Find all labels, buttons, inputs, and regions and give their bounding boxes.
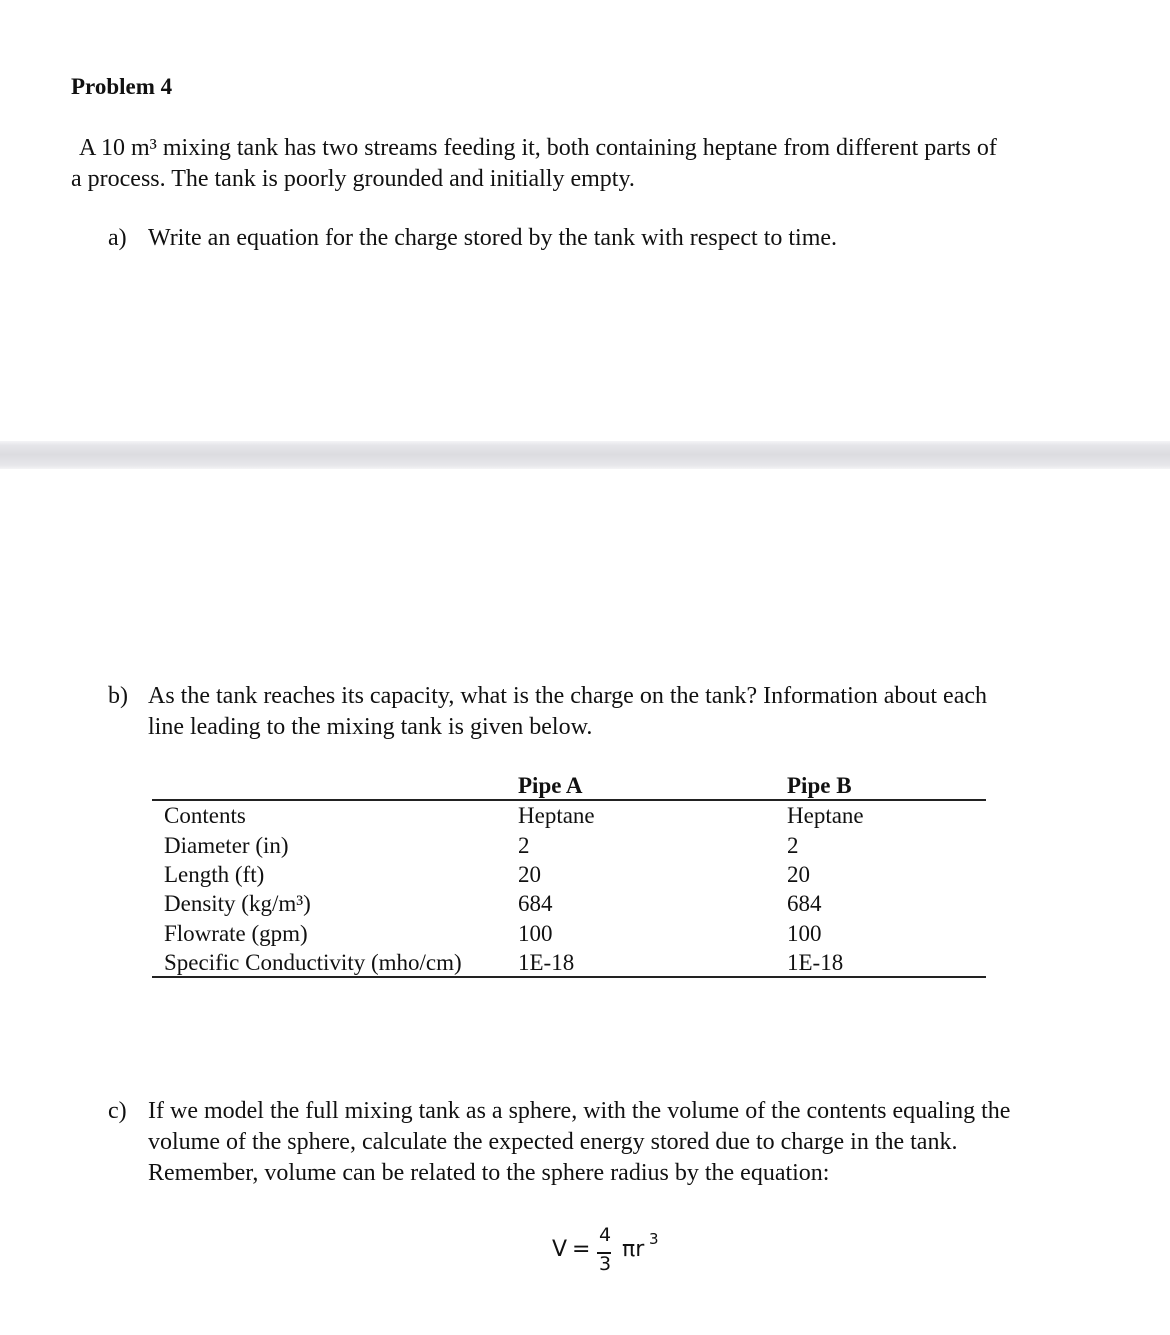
table-header-pipe-a: Pipe A	[518, 773, 583, 798]
question-b-text	[148, 681, 1078, 743]
formula-body: πr	[622, 1237, 645, 1262]
question-c-line-1: If we model the full mixing tank as a sphere, with the volume of the contents equaling the	[148, 1098, 1011, 1124]
table-row-label: Diameter (in)	[164, 833, 289, 858]
table-row-label: Specific Conductivity (mho/cm)	[164, 950, 462, 975]
question-c-label: c)	[108, 1098, 127, 1124]
question-c-line-3: Remember, volume can be related to the sphere radius by the equation:	[148, 1160, 830, 1186]
question-b	[108, 681, 1088, 751]
table-cell-pipe-b: 2	[787, 833, 799, 858]
question-b-label: b)	[108, 683, 128, 709]
problem-title: Problem 4	[71, 74, 173, 99]
table-bottom-rule	[152, 976, 986, 978]
question-b-line-1: As the tank reaches its capacity, what is the charge on the tank? Information about each	[148, 683, 988, 709]
table-cell-pipe-b: 100	[787, 921, 822, 946]
formula-exponent: 3	[649, 1230, 659, 1248]
table-cell-pipe-a: 100	[518, 921, 553, 946]
question-a-text: Write an equation for the charge stored by the tank with respect to time.	[148, 225, 838, 251]
formula-denominator: 3	[599, 1253, 612, 1275]
table-row-label: Length (ft)	[164, 862, 265, 887]
table-cell-pipe-b: Heptane	[787, 803, 864, 828]
table-row-label: Density (kg/m³)	[164, 891, 311, 916]
table-cell-pipe-a: 684	[518, 891, 553, 916]
table-cell-pipe-a: 20	[518, 862, 541, 887]
table-cell-pipe-b: 1E-18	[787, 950, 844, 975]
table-cell-pipe-a: Heptane	[518, 803, 595, 828]
table-cell-pipe-a: 1E-18	[518, 950, 575, 975]
question-a	[108, 223, 1088, 263]
sphere-volume-formula	[552, 1224, 682, 1284]
question-c	[108, 1096, 1088, 1196]
page-divider	[0, 441, 1170, 469]
pipe-data-table	[152, 770, 986, 980]
table-header-pipe-b: Pipe B	[787, 773, 852, 798]
table-cell-pipe-a: 2	[518, 833, 530, 858]
question-b-line-2: line leading to the mixing tank is given below.	[148, 714, 593, 740]
formula-numerator: 4	[599, 1224, 612, 1246]
table-cell-pipe-b: 684	[787, 891, 822, 916]
question-a-label: a)	[108, 225, 127, 251]
intro-line-2: a process. The tank is poorly grounded and initially empty.	[71, 166, 635, 192]
formula-lhs: V	[552, 1237, 568, 1262]
problem-intro	[71, 133, 1081, 195]
question-c-line-2: volume of the sphere, calculate the expected energy stored due to charge in the tank.	[148, 1129, 958, 1155]
question-c-text	[148, 1096, 1078, 1189]
formula-equals: =	[572, 1237, 591, 1262]
intro-line-1: A 10 m³ mixing tank has two streams feeding it, both containing heptane from different parts of	[79, 135, 997, 161]
table-cell-pipe-b: 20	[787, 862, 810, 887]
table-row-label: Flowrate (gpm)	[164, 921, 308, 946]
table-row-label: Contents	[164, 803, 246, 828]
